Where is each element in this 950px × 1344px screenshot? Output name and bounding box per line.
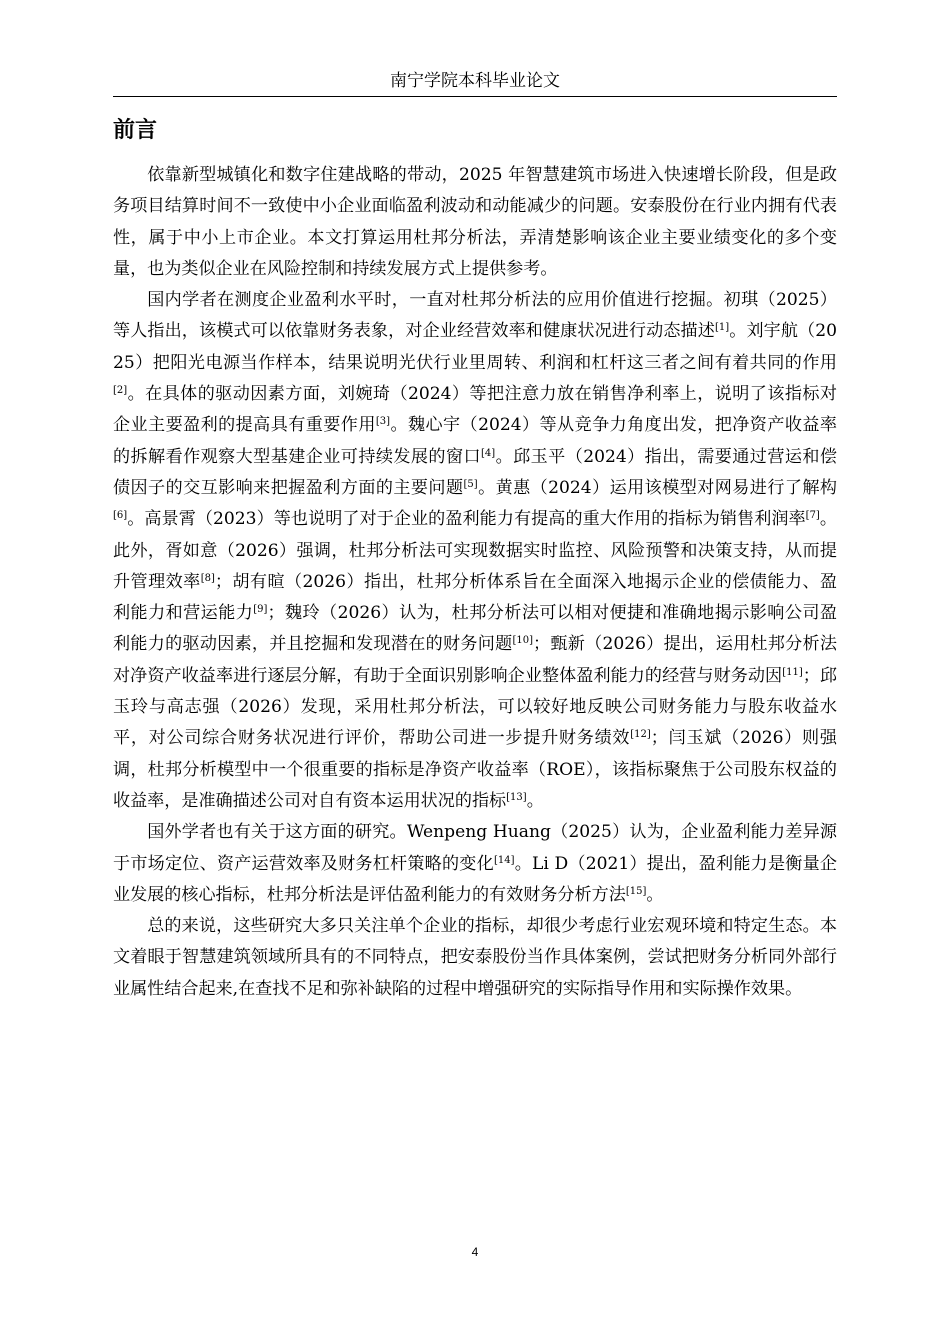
text-run: ；闫玉斌（2026）则强调，杜邦分析模型中一个很重要的指标是净资产收益率（ROE），该指标聚焦于公司股东权益的收益率，是准确描述公司对自有资本运用状况的指标	[113, 728, 837, 811]
citation-ref: [5]	[463, 478, 478, 490]
citation-ref: [11]	[782, 666, 803, 678]
citation-ref: [10]	[512, 635, 533, 647]
text-run: 。邱玉平（2024）指出，需要通过营运和偿债因子的交互影响来把握盈利方面的主要问题	[113, 446, 837, 498]
citation-ref: [7]	[805, 510, 820, 522]
citation-ref: [1]	[714, 322, 730, 334]
body-text	[113, 160, 837, 1005]
paragraph	[113, 160, 837, 285]
text-run: 。	[646, 884, 664, 905]
text-run: ；邱玉玲与高志强（2026）发现，采用杜邦分析法，可以较好地反映公司财务能力与股东收益水平，对公司综合财务状况进行评价，帮助公司进一步提升财务绩效	[113, 665, 838, 749]
text-run: 。在具体的驱动因素方面，刘婉琦（2024）等把注意力放在销售净利率上，说明了该指标对企业主要盈利的提高具有重要作用	[113, 384, 837, 436]
text-run: 。此外，胥如意（2026）强调，杜邦分析法可实现数据实时监控、风险预警和决策支持，从而提升管理效率	[113, 509, 838, 592]
citation-ref: [3]	[375, 416, 391, 428]
citation-ref: [9]	[253, 604, 268, 616]
citation-ref: [8]	[200, 572, 215, 584]
citation-ref: [13]	[506, 791, 527, 803]
text-run: 总的来说，这些研究大多只关注单个企业的指标，却很少考虑行业宏观环境和特定生态。本文着眼于智慧建筑领域所具有的不同特点，把安泰股份当作具体案例，尝试把财务分析同外部行业属性结合起来,在查找不足和弥补缺陷的过程中增强研究的实际指导作用和实际操作效果。	[113, 916, 837, 999]
text-run: 依靠新型城镇化和数字住建战略的带动，2025 年智慧建筑市场进入快速增长阶段，但是政务项目结算时间不一致使中小企业面临盈利波动和动能减少的问题。安泰股份在行业内拥有代表性，属于中小上市企业。本文打算运用杜邦分析法，弄清楚影响该企业主要业绩变化的多个变量，也为类似企业在风险控制和持续发展方式上提供参考。	[113, 165, 837, 279]
text-run: ；魏玲（2026）认为，杜邦分析法可以相对便捷和准确地揭示影响公司盈利能力的驱动因素，并且挖掘和发现潜在的财务问题	[113, 603, 838, 655]
citation-ref: [14]	[493, 854, 515, 866]
text-run: 国内学者在测度企业盈利水平时，一直对杜邦分析法的应用价值进行挖掘。初琪（2025）等人指出，该模式可以依靠财务表象，对企业经营效率和健康状况进行动态描述	[113, 290, 837, 342]
paragraph	[113, 817, 837, 911]
paragraph	[113, 285, 837, 817]
page-header	[113, 68, 837, 97]
citation-ref: [6]	[113, 510, 128, 522]
text-run: 。高景霄（2023）等也说明了对于企业的盈利能力有提高的重大作用的指标为销售利润率	[127, 509, 806, 530]
section-heading: 前言	[113, 118, 158, 143]
text-run: ；甄新（2026）提出，运用杜邦分析法对净资产收益率进行逐层分解，有助于全面识别影响企业整体盈利能力的经营与财务动因	[113, 634, 837, 686]
paragraph	[113, 911, 837, 1005]
text-run: 。Li D（2021）提出，盈利能力是衡量企业发展的核心指标，杜邦分析法是评估盈利能力的有效财务分析方法	[113, 853, 837, 905]
text-run: 。黄惠（2024）运用该模型对网易进行了解构	[477, 477, 837, 498]
citation-ref: [4]	[481, 447, 496, 459]
text-run: 。魏心宇（2024）等从竞争力角度出发，把净资产收益率的拆解看作观察大型基建企业可持续发展的窗口	[113, 415, 837, 467]
text-run: ；胡有暄（2026）指出，杜邦分析体系旨在全面深入地揭示企业的偿债能力、盈利能力和营运能力	[113, 571, 838, 624]
text-run: 国外学者也有关于这方面的研究。Wenpeng Huang（2025）认为，企业盈利能力差异源于市场定位、资产运营效率及财务杠杆策略的变化	[113, 822, 837, 874]
citation-ref: [15]	[625, 885, 647, 897]
page-number: 4	[471, 1245, 479, 1259]
text-run: 。	[526, 790, 544, 811]
citation-ref: [12]	[630, 729, 651, 741]
header-title: 南宁学院本科毕业论文	[390, 71, 560, 91]
text-run: 。刘宇航（2025）把阳光电源当作样本，结果说明光伏行业里周转、利润和杠杆这三者之间有着共同的作用	[113, 321, 837, 373]
citation-ref: [2]	[113, 385, 128, 397]
